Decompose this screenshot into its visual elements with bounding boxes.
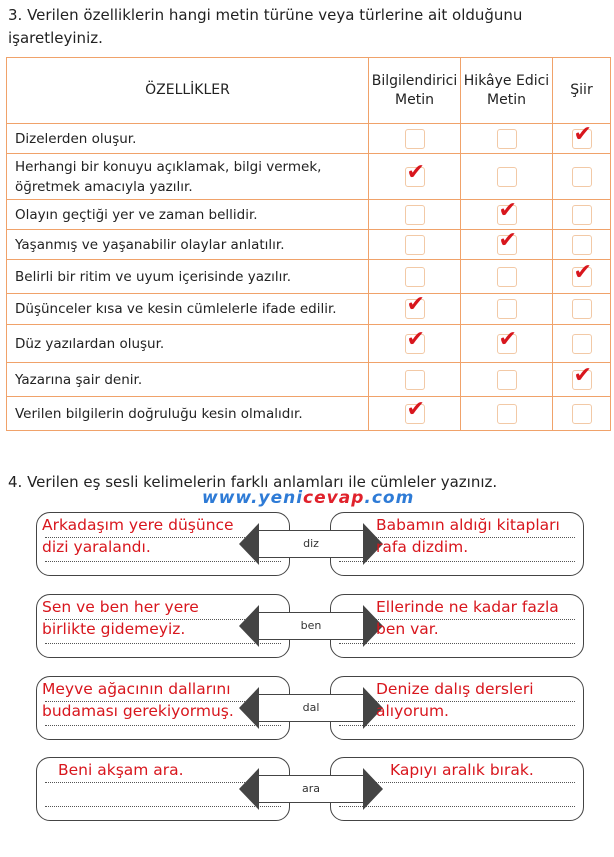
left-answer-line: birlikte gidemeyiz. bbox=[42, 620, 186, 638]
checkbox-cell bbox=[369, 230, 461, 260]
watermark: www.yenicevap.com bbox=[202, 488, 415, 508]
checkbox-cell bbox=[369, 363, 461, 397]
checkbox[interactable] bbox=[572, 235, 592, 255]
checkbox-cell bbox=[369, 124, 461, 154]
checkbox[interactable] bbox=[497, 167, 517, 187]
header-narrative: Hikâye Edici Metin bbox=[461, 58, 553, 124]
checkbox[interactable] bbox=[572, 259, 592, 287]
checkbox-cell bbox=[461, 124, 553, 154]
checkbox[interactable] bbox=[572, 299, 592, 319]
right-answer-line: Denize dalış dersleri bbox=[376, 680, 534, 698]
checkbox-cell bbox=[553, 230, 611, 260]
checkbox[interactable] bbox=[572, 362, 592, 390]
checkbox[interactable] bbox=[497, 404, 517, 424]
header-poem: Şiir bbox=[553, 58, 611, 124]
checkmark-icon: ✔ bbox=[498, 326, 517, 352]
checkbox[interactable] bbox=[405, 370, 425, 390]
checkbox[interactable] bbox=[405, 235, 425, 255]
checkbox[interactable] bbox=[405, 267, 425, 287]
table-row bbox=[7, 260, 611, 294]
checkbox[interactable] bbox=[497, 267, 517, 287]
word-pair-row bbox=[36, 757, 584, 827]
left-answer-line: budaması gerekiyormuş. bbox=[42, 702, 234, 720]
left-answer-line: Arkadaşım yere düşünce bbox=[42, 516, 234, 534]
table-row bbox=[7, 154, 611, 200]
header-informative: Bilgilendirici Metin bbox=[369, 58, 461, 124]
checkbox[interactable] bbox=[497, 370, 517, 390]
question-3: 3. Verilen özelliklerin hangi metin türüne veya türlerine ait olduğunu işaretleyiniz. bbox=[8, 6, 523, 47]
checkmark-icon: ✔ bbox=[573, 121, 592, 147]
word-pair-row bbox=[36, 676, 584, 746]
left-answer-line: Beni akşam ara. bbox=[58, 761, 184, 779]
checkbox[interactable] bbox=[497, 129, 517, 149]
checkmark-icon: ✔ bbox=[406, 292, 425, 318]
checkbox[interactable] bbox=[497, 227, 517, 255]
table-row bbox=[7, 325, 611, 363]
left-answer-line: Meyve ağacının dallarını bbox=[42, 680, 231, 698]
row-text: Yazarına şair denir. bbox=[7, 363, 369, 397]
left-answer-line: dizi yaralandı. bbox=[42, 538, 151, 556]
checkbox-cell bbox=[461, 227, 553, 260]
checkbox[interactable] bbox=[572, 404, 592, 424]
header-features: ÖZELLİKLER bbox=[7, 58, 369, 124]
checkbox-cell bbox=[369, 325, 461, 363]
homonym-word: diz bbox=[258, 530, 364, 558]
checkbox-cell bbox=[369, 154, 461, 200]
homonym-word: ara bbox=[258, 775, 364, 803]
row-text: Yaşanmış ve yaşanabilir olaylar anlatılır. bbox=[7, 230, 369, 260]
checkmark-icon: ✔ bbox=[498, 197, 517, 223]
homonym-word: dal bbox=[258, 694, 364, 722]
row-text: Belirli bir ritim ve uyum içerisinde yazılır. bbox=[7, 260, 369, 294]
checkbox[interactable] bbox=[405, 292, 425, 319]
word-pair-row bbox=[36, 594, 584, 664]
checkbox-cell bbox=[461, 197, 553, 230]
checkbox-cell bbox=[461, 325, 553, 363]
checkbox[interactable] bbox=[572, 121, 592, 149]
row-text: Düşünceler kısa ve kesin cümlelerle ifade edilir. bbox=[7, 294, 369, 325]
table-row bbox=[7, 230, 611, 260]
right-answer-line: alıyorum. bbox=[376, 702, 449, 720]
question-4: 4. Verilen eş sesli kelimelerin farklı anlamları ile cümleler yazınız. bbox=[8, 473, 498, 491]
checkbox[interactable] bbox=[497, 197, 517, 225]
right-answer-line: rafa dizdim. bbox=[376, 538, 469, 556]
checkmark-icon: ✔ bbox=[573, 259, 592, 285]
checkbox-cell bbox=[553, 154, 611, 200]
checkbox-cell bbox=[461, 260, 553, 294]
row-text: Verilen bilgilerin doğruluğu kesin olmalıdır. bbox=[7, 397, 369, 431]
checkbox[interactable] bbox=[405, 205, 425, 225]
checkbox-cell bbox=[553, 260, 611, 294]
row-text: Olayın geçtiği yer ve zaman bellidir. bbox=[7, 200, 369, 230]
checkmark-icon: ✔ bbox=[406, 326, 425, 352]
row-text: Herhangi bir konuyu açıklamak, bilgi vermek, öğretmek amacıyla yazılır. bbox=[7, 154, 369, 200]
checkbox[interactable] bbox=[572, 205, 592, 225]
checkbox-cell bbox=[553, 363, 611, 397]
checkmark-icon: ✔ bbox=[406, 396, 425, 422]
checkbox-cell bbox=[553, 325, 611, 363]
right-answer-line: ben var. bbox=[376, 620, 439, 638]
checkbox-cell bbox=[553, 200, 611, 230]
checkbox-cell bbox=[461, 363, 553, 397]
right-answer-line: Ellerinde ne kadar fazla bbox=[376, 598, 559, 616]
checkbox-cell bbox=[369, 260, 461, 294]
checkbox[interactable] bbox=[572, 334, 592, 354]
checkmark-icon: ✔ bbox=[573, 362, 592, 388]
checkbox-cell bbox=[369, 200, 461, 230]
checkbox[interactable] bbox=[405, 129, 425, 149]
checkbox[interactable] bbox=[405, 396, 425, 424]
checkbox[interactable] bbox=[497, 326, 517, 354]
checkbox-cell bbox=[461, 154, 553, 200]
checkbox-cell bbox=[369, 397, 461, 431]
checkbox[interactable] bbox=[405, 326, 425, 354]
checkmark-icon: ✔ bbox=[498, 227, 517, 253]
checkbox[interactable] bbox=[572, 167, 592, 187]
checkbox-cell bbox=[553, 397, 611, 431]
right-answer-line: Kapıyı aralık bırak. bbox=[390, 761, 534, 779]
checkbox-cell bbox=[553, 294, 611, 325]
table-row bbox=[7, 200, 611, 230]
row-text: Dizelerden oluşur. bbox=[7, 124, 369, 154]
table-header-row bbox=[7, 58, 611, 124]
table-row bbox=[7, 294, 611, 325]
left-answer-line: Sen ve ben her yere bbox=[42, 598, 199, 616]
checkbox-cell bbox=[369, 294, 461, 325]
checkbox[interactable] bbox=[497, 299, 517, 319]
table-row bbox=[7, 124, 611, 154]
row-text: Düz yazılardan oluşur. bbox=[7, 325, 369, 363]
word-pair-row bbox=[36, 512, 584, 582]
properties-table bbox=[6, 57, 611, 431]
checkbox-cell bbox=[461, 294, 553, 325]
right-answer-line: Babamın aldığı kitapları bbox=[376, 516, 560, 534]
table-row bbox=[7, 363, 611, 397]
checkbox-cell bbox=[553, 121, 611, 154]
checkbox-cell bbox=[461, 397, 553, 431]
checkmark-icon: ✔ bbox=[406, 159, 425, 185]
checkbox[interactable] bbox=[405, 159, 425, 187]
homonym-word: ben bbox=[258, 612, 364, 640]
table-row bbox=[7, 397, 611, 431]
